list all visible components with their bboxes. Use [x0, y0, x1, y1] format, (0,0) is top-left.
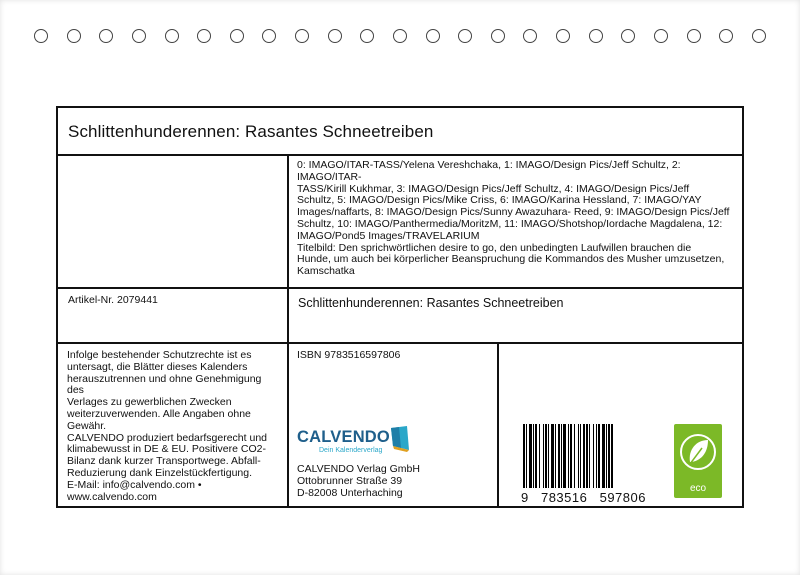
binding-hole [295, 29, 309, 43]
barcode-digit-group: 597806 [599, 490, 646, 505]
binding-hole [393, 29, 407, 43]
publisher-city: D-82008 Unterhaching [297, 486, 403, 499]
binding-hole [197, 29, 211, 43]
binding-hole [621, 29, 635, 43]
website-url: www.calvendo.com [67, 490, 157, 503]
article-row [58, 287, 742, 344]
binding-hole [34, 29, 48, 43]
info-row [58, 342, 742, 506]
logo-wordmark: CALVENDO [297, 428, 390, 446]
binding-hole [556, 29, 570, 43]
credits-cell [287, 154, 742, 287]
cover-caption-line: Hunde, um auch bei körperlicher Beanspruchung die Kommandos des Musher umzusetzen, [297, 253, 725, 266]
barcode-digit-prefix: 9 [521, 490, 529, 505]
credit-line: 0: IMAGO/ITAR-TASS/Yelena Vereshchaka, 1: IMAGO/Design Pics/Jeff Schultz, 2: IMAGO/ITAR- [297, 159, 681, 183]
binding-hole [230, 29, 244, 43]
notice-line: herauszutrennen und ohne Genehmigung des [67, 372, 262, 397]
title-row [58, 108, 742, 156]
publisher-cell [287, 342, 497, 506]
logo-tagline: Dein Kalenderverlag [319, 447, 383, 454]
barcode-digit-group: 783516 [540, 490, 588, 505]
binding-hole [654, 29, 668, 43]
binding-hole [687, 29, 701, 43]
contact-email: E-Mail: info@calvendo.com • [67, 478, 202, 491]
barcode-digits [521, 490, 646, 505]
spiral-binding [34, 29, 766, 43]
empty-cell [58, 154, 287, 287]
notice-line: weiterzuverwenden. Alle Angaben ohne [67, 407, 251, 420]
binding-hole [719, 29, 733, 43]
publisher-name: CALVENDO Verlag GmbH [297, 463, 420, 475]
notice-cell [58, 342, 287, 506]
credit-line: IMAGO/Pond5 Images/TRAVELARIUM [297, 229, 480, 242]
article-number-cell [58, 287, 287, 342]
binding-hole [360, 29, 374, 43]
isbn-number: ISBN 9783516597806 [297, 349, 401, 361]
barcode [521, 424, 646, 508]
calendar-title: Schlittenhunderennen: Rasantes Schneetreiben [68, 122, 434, 141]
article-number: Artikel-Nr. 2079441 [68, 294, 158, 306]
binding-hole [67, 29, 81, 43]
cover-caption-line: Kamschatka [297, 265, 355, 278]
image-credits [297, 160, 738, 278]
eco-label: eco [689, 483, 707, 494]
credits-row [58, 154, 742, 289]
credit-line: Schultz, 5: IMAGO/Design Pics/Mike Criss, 6: IMAGO/Karina Hessland, 7: IMAGO/YAY [297, 194, 702, 207]
notice-line: Infolge bestehender Schutzrechte ist es [67, 349, 252, 361]
binding-hole [99, 29, 113, 43]
leaf-icon [674, 424, 722, 484]
notice-line: Bilanz dank kurzer Transportwege. Abfall- [67, 455, 261, 468]
binding-hole [165, 29, 179, 43]
notice-line: Reduzierung dank Einzelstückfertigung. [67, 466, 253, 479]
binding-hole [458, 29, 472, 43]
notice-line: Verlages zu gewerblichen Zwecken [67, 396, 232, 409]
barcode-cell [497, 342, 742, 506]
publisher-address [297, 464, 420, 499]
binding-hole [132, 29, 146, 43]
calvendo-logo [297, 424, 417, 458]
article-title: Schlittenhunderennen: Rasantes Schneetreiben [298, 296, 564, 310]
notice-line: klimabewusst in DE & EU. Positivere CO2- [67, 443, 266, 456]
credit-line: Schultz, 10: IMAGO/Panthermedia/MoritzM, 11: IMAGO/Shotshop/Iordache Magdalena, 12: [297, 217, 723, 230]
credit-line: TASS/Kirill Kukhmar, 3: IMAGO/Design Pics/Jeff Schultz, 4: IMAGO/Design Pics/Jeff [297, 182, 690, 195]
binding-hole [328, 29, 342, 43]
article-title-cell [287, 287, 742, 342]
binding-hole [426, 29, 440, 43]
credit-line: Images/naffarts, 8: IMAGO/Design Pics/Sunny Awazuhara- Reed, 9: IMAGO/Design Pics/Jeff [297, 206, 730, 219]
notice-line: Gewähr. [67, 419, 107, 432]
eco-badge [674, 424, 722, 498]
publisher-street: Ottobrunner Straße 39 [297, 474, 403, 487]
binding-hole [491, 29, 505, 43]
binding-hole [262, 29, 276, 43]
binding-hole [589, 29, 603, 43]
copyright-notice [67, 350, 267, 503]
notice-line: CALVENDO produziert bedarfsgerecht und [67, 431, 267, 444]
binding-hole [752, 29, 766, 43]
notice-line: untersagt, die Blätter dieses Kalenders [67, 360, 248, 373]
calendar-back-sheet [56, 106, 744, 508]
cover-caption-line: Titelbild: Den sprichwörtlichen desire to go, den unbedingten Laufwillen brauchen die [297, 241, 692, 254]
barcode-icon [521, 424, 646, 488]
binding-hole [523, 29, 537, 43]
